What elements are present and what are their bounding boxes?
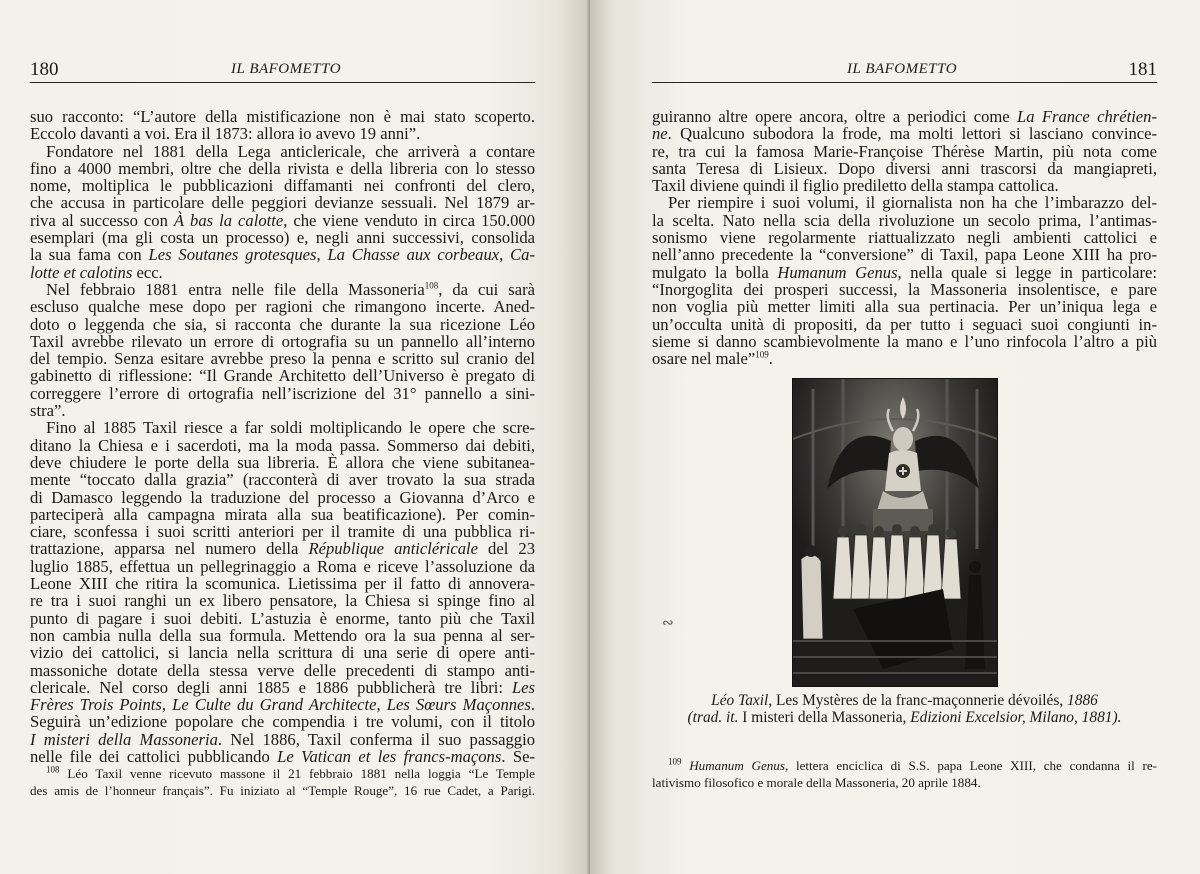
text-line: mulgato la bolla Humanum Genus, nella quale si legge in particolare:	[652, 262, 1158, 282]
text-line: stra”.	[30, 401, 66, 421]
text-line: che accusa in particolare delle peggiori devianze sessuali. Nel 1879 ar-	[30, 193, 535, 213]
left-page-header	[30, 58, 535, 83]
text-line: di Damasco leggendo la traduzione del processo a Giovanna d’Arco e	[30, 487, 535, 507]
text-line: re tra i suoi ranghi un ex libero pensatore, la Chiesa si spinge fino al	[30, 591, 535, 611]
text-line: Seguirà un’edizione popolare che compendia i tre volumi, con il titolo	[30, 712, 535, 732]
text-line: la scelta. Nato nella scia della rivoluzione un secolo prima, l’antimas-	[652, 210, 1157, 230]
text-line: un’occulta unità di propositi, da per tutto i seguaci suoi congiunti in-	[652, 314, 1157, 334]
text-line: nelle file dei cattolici pubblicando Le Vatican et les francs-maçons. Se-	[30, 746, 535, 766]
text-line: sieme si danno scambievolmente la mano e l’uno rinfocola l’altro a più	[652, 331, 1157, 351]
text-line: mente “toccato dalla grazia” (racconterà di aver trovato la sua strada	[30, 470, 535, 490]
text-line: fino a 4000 membri, oltre che della rivista e della libreria con lo stesso	[30, 158, 535, 178]
text-line: deve chiudere le porte della sua libreria. È allora che viene subitanea-	[30, 452, 535, 472]
text-line: la sua fama con Les Soutanes grotesques, La Chasse aux corbeaux, Ca-	[30, 245, 535, 265]
text-line: nome, moltiplica le pubblicazioni diffamanti nei confronti del clero,	[30, 176, 535, 196]
text-line: Fondatore nel 1881 della Lega anticlericale, che arriverà a contare	[46, 141, 535, 161]
text-line: re, tra cui la famosa Marie-Françoise Thérèse Martin, più nota come	[652, 141, 1157, 161]
running-title: IL BAFOMETTO	[231, 61, 342, 77]
text-line: correggere l’errore di ortografia nell’iscrizione del 31° pannello a sini-	[30, 383, 535, 403]
footnote-ref-108: 108	[424, 280, 439, 291]
text-line: non voglia più metter limiti alla sua pertinacia. Per un’iniqua lega e	[652, 297, 1157, 317]
baphomet-engraving	[792, 378, 998, 687]
printer-mark: ∾	[662, 616, 674, 631]
figure-caption: Léo Taxil, Les Mystères de la franc-maçonnerie dévoilés, 1886 (trad. it. I misteri della Massoneria, Edizioni Excelsior, Milano, 1881).	[687, 692, 1122, 727]
text-line: lotte et calotins ecc.	[30, 262, 163, 282]
text-line: guiranno altre opere ancora, oltre a periodici come La France chrétien-	[652, 107, 1157, 126]
text-line: sonismo viene regolarmente riattualizzato negli ambienti cattolici e	[652, 228, 1157, 248]
text-line: non cambia nulla della sua formula. Mettendo ora la sua penna al ser-	[30, 625, 535, 645]
text-line: trattazione, apparsa nel numero della République anticléricale del 23	[30, 539, 535, 559]
text-line: clericale. Nel corso degli anni 1885 e 1886 pubblicherà tre libri: Les	[30, 677, 535, 697]
text-line: vizio dei cattolici, si lancia nella scrittura di una serie di opere anti-	[30, 643, 535, 663]
footnote-108: $^{108}$ Léo Taxil venne ricevuto massone il 21 febbraio 1881 nella loggia “Le Temple des amis de l’honneur français”. Fu iniziato al “Temple Rouge”, 16 rue Cadet, a Parigi.	[30, 764, 535, 799]
text-line: Taxil diviene quindi il figlio prediletto della stampa cattolica.	[652, 176, 1059, 196]
text-line: ne. Qualcuno subodora la frode, ma molti lettori si lasciano convince-	[652, 124, 1157, 144]
text-line: del tempio. Senza esitare avrebbe preso la penna e scritto sul cranio del	[30, 349, 535, 369]
text-line: gabinetto di riflessione: “Il Grande Architetto dell’Universo è pregato di	[30, 366, 535, 386]
text-line: Eccolo davanti a voi. Era il 1873: allora io avevo 19 anni”.	[30, 124, 421, 144]
text-line: escluso qualche mese dopo per ragioni che rimangono incerte. Aned-	[30, 297, 535, 317]
text-line: Per riempire i suoi volumi, il giornalista non ha che l’imbarazzo del-	[668, 193, 1157, 213]
text-line: I misteri della Massoneria. Nel 1886, Taxil conferma il suo passaggio	[30, 729, 536, 749]
text-line: Frères Trois Points, Le Culte du Grand Architecte, Les Sœurs Maçonnes.	[30, 695, 536, 715]
text-line: osare nel male”$^{109}$.	[652, 349, 773, 369]
text-line: Leone XIII che ritira la scomunica. Lietissima per il fatto di annovera-	[30, 574, 535, 594]
page-number: 180	[30, 59, 59, 80]
footnote-109: $^{109}$ Humanum Genus, lettera enciclica di S.S. papa Leone XIII, che condanna il re- lativismo filosofico e morale della Massoneria, 20 aprile 1884.	[652, 756, 1157, 791]
text-line: Taxil avrebbe rilevato un errore di ortografia su un pannello all’interno	[30, 331, 535, 351]
text-line: luglio 1885, effettua un pellegrinaggio a Roma e riceve l’assoluzione da	[30, 556, 535, 576]
text-line: massoniche dotate della stessa verve delle precedenti di stampo anti-	[30, 660, 535, 680]
text-line: esemplari (ma gli costa un processo) e, negli anni successivi, consolida	[30, 228, 535, 248]
text-line: nell’anno precedente la “conversione” di Taxil, papa Leone XIII ha pro-	[652, 245, 1157, 265]
text-line: Fino al 1885 Taxil riesce a far soldi moltiplicando le opere che scre-	[46, 418, 535, 438]
page-number: 181	[1128, 59, 1157, 80]
text-line: riva al successo con À bas la calotte, che viene venduto in circa 150.000	[30, 210, 535, 230]
left-body-text	[30, 108, 535, 765]
right-body-text	[652, 108, 1157, 367]
text-line: parteciperà alla campagna mirata alla sua beatificazione). Per comin-	[30, 504, 535, 524]
text-line: Nel febbraio 1881 entra nelle file della Massoneria$^{108}$, da cui sarà	[46, 279, 535, 299]
text-line: santa Teresa di Lisieux. Dopo diversi anni trascorsi da mangiapreti,	[652, 158, 1157, 178]
right-page-header	[652, 58, 1157, 83]
text-line: doto o leggenda che sia, si racconta che durante la sua ricezione Léo	[30, 314, 535, 334]
footnote-ref-109: 109	[755, 349, 769, 360]
text-line: punto di pagare i suoi debiti. L’astuzia è enorme, tanto più che Taxil	[30, 608, 535, 628]
left-page	[0, 0, 590, 874]
text-line: ciare, sconfessa i suoi scritti anteriori per il tramite di una pubblica ri-	[30, 522, 535, 542]
right-page	[590, 0, 1200, 874]
text-line: ditano la Chiesa e i sacerdoti, ma la moda passa. Sommerso dai debiti,	[30, 435, 535, 455]
text-line: suo racconto: “L’autore della mistificazione non è mai stato scoperto.	[30, 107, 535, 126]
running-title: IL BAFOMETTO	[847, 61, 958, 77]
text-line: “Inorgoglita dei prosperi successi, la Massoneria insolentisce, e pare	[652, 279, 1157, 299]
